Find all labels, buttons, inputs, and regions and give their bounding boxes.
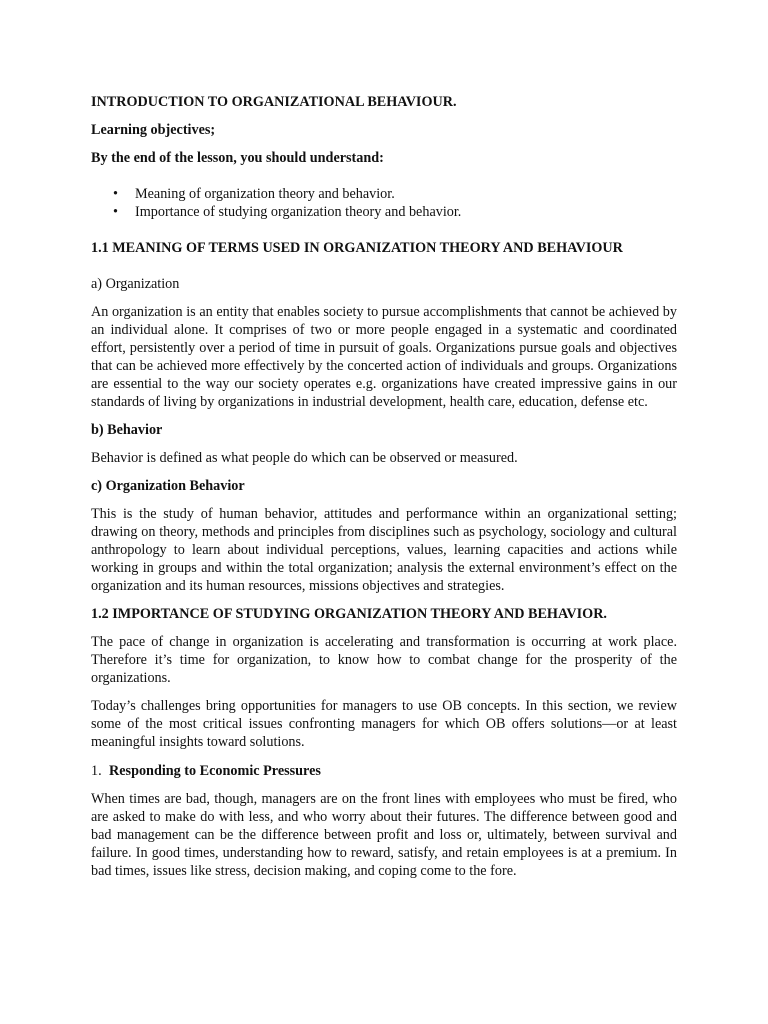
economic-pressures-paragraph: When times are bad, though, managers are on the front lines with employees who must be fired, who are asked to make do with less, and who worry about their futures. The difference between good and bad management can be the difference between profit and loss or, ultimately, between survival and failure. In good times, understanding how to reward, satisfy, and retain employees is at a premium. In bad times, issues like stress, decision making, and coping come to the fore. [91,791,677,879]
organization-behavior-paragraph: This is the study of human behavior, attitudes and performance within an organizational setting; drawing on theory, methods and principles from disciplines such as psychology, sociology and cultural anthropology to learn about individual perceptions, values, learning capacities and actions while working in groups and within the total organization; analysis the external environment’s effect on the organization and its human resources, missions objectives and strategies. [91,506,677,594]
item-1-heading [91,762,677,780]
item-1-title: Responding to Economic Pressures [109,763,321,779]
change-paragraph: The pace of change in organization is accelerating and transformation is occurring at work place. Therefore it’s time for organization, to know how to combat change for the prosperity of the organizations. [91,634,677,686]
objectives-intro: By the end of the lesson, you should understand: [91,150,384,166]
challenges-paragraph: Today’s challenges bring opportunities for managers to use OB concepts. In this section, we review some of the most critical issues confronting managers for which OB offers solutions—or at least meaningful insights toward solutions. [91,698,677,750]
bullet-icon: • [113,204,118,220]
list-item [91,185,677,203]
organization-paragraph: An organization is an entity that enables society to pursue accomplishments that cannot be achieved by an individual alone. It comprises of two or more people engaged in a systematic and coordinated effort, persistently over a period of time in pursuit of goals. Organizations pursue goals and objectives that can be achieved more effectively by the concerted action of individuals and groups. Organizations are essential to the way our society operates e.g. organizations have created impressive gains in our standards of living by organizations in industrial development, health care, education, defense etc. [91,304,677,410]
subheading-organization: a) Organization [91,276,180,292]
document-body [91,93,677,880]
objective-text: Importance of studying organization theory and behavior. [135,204,462,220]
behavior-paragraph: Behavior is defined as what people do which can be observed or measured. [91,450,518,466]
subheading-organization-behavior: c) Organization Behavior [91,478,245,494]
section-1-heading: 1.1 MEANING OF TERMS USED IN ORGANIZATION THEORY AND BEHAVIOUR [91,240,623,256]
objectives-list [91,185,677,221]
objective-text: Meaning of organization theory and behavior. [135,186,395,202]
document-title: INTRODUCTION TO ORGANIZATIONAL BEHAVIOUR. [91,94,457,110]
item-1-number: 1. [91,763,102,779]
subheading-behavior: b) Behavior [91,422,163,438]
bullet-icon: • [113,186,118,202]
list-item [91,203,677,221]
section-2-heading: 1.2 IMPORTANCE OF STUDYING ORGANIZATION THEORY AND BEHAVIOR. [91,606,607,622]
learning-objectives-label: Learning objectives; [91,122,216,138]
